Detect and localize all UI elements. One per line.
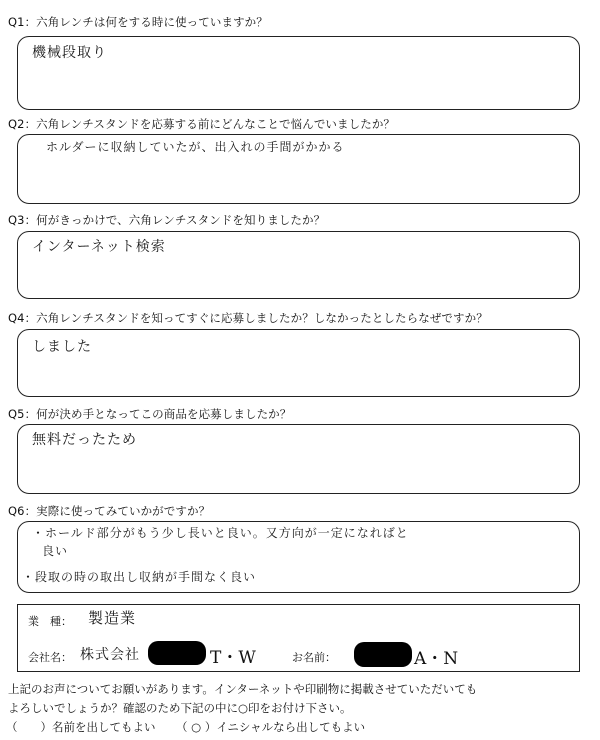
answer-4-text: しました [32, 339, 92, 355]
answer-box-4 [17, 329, 580, 397]
footer-line-2: よろしいでしょうか？確認のため下記の中に○印をお付け下さい。 [8, 701, 352, 715]
name-initials: A・N [414, 649, 459, 669]
answer-box-3 [17, 231, 580, 299]
industry-value: 製造業 [88, 609, 137, 627]
answer-6-line-1: ・ホールド部分がもう少し長いと良い。又方向が一定になればと [32, 526, 409, 540]
answer-box-2 [17, 134, 580, 204]
question-2-label: Q2：六角レンチスタンドを応募する前にどんなことで悩んでいましたか？ [8, 117, 396, 131]
question-5-label: Q5：何が決め手となってこの商品を応募しましたか？ [8, 407, 292, 421]
answer-1-text: 機械段取り [32, 45, 107, 61]
company-initials: T・W [210, 648, 256, 668]
answer-5-text: 無料だったため [32, 432, 137, 448]
answer-box-6 [17, 521, 580, 593]
name-redaction [354, 642, 412, 667]
answer-box-1 [17, 36, 580, 110]
footer-line-1: 上記のお声についてお願いがあります。インターネットや印刷物に掲載させていただいても [8, 682, 478, 696]
answer-3-text: インターネット検索 [32, 239, 166, 255]
answer-2-text: ホルダーに収納していたが、出入れの手間がかかる [46, 140, 345, 154]
respondent-info-box [17, 604, 580, 672]
question-1-label: Q1：六角レンチは何をする時に使っていますか？ [8, 15, 268, 29]
industry-label: 業 種： [28, 615, 72, 628]
company-label: 会社名： [28, 651, 72, 664]
option-name-ok: （ ）名前を出してもよい [6, 720, 156, 734]
answer-6-line-3: ・段取の時の取出し収納が手間なく良い [22, 570, 257, 584]
option-initials-ok: （ ○ ）イニシャルなら出してもよい [176, 720, 366, 734]
company-prefix: 株式会社 [80, 647, 140, 663]
question-4-label: Q4：六角レンチスタンドを知ってすぐに応募しましたか？しなかったとしたらなぜですか？ [8, 311, 488, 325]
answer-6-line-2: 良い [42, 544, 69, 558]
name-label: お名前： [292, 651, 336, 664]
answer-box-5 [17, 424, 580, 494]
company-redaction [148, 641, 206, 665]
question-3-label: Q3：何がきっかけで、六角レンチスタンドを知りましたか？ [8, 213, 326, 227]
question-6-label: Q6：実際に使ってみていかがですか？ [8, 504, 211, 518]
